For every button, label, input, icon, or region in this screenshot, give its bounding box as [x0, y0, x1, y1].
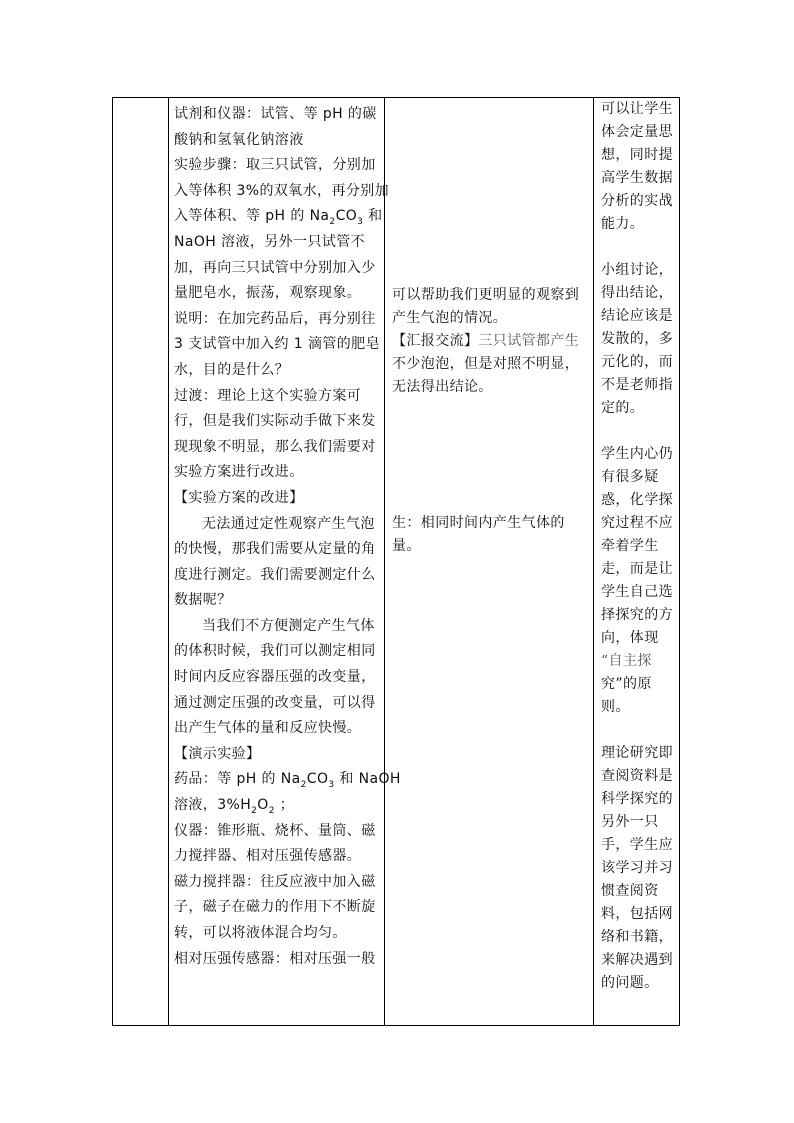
text-line: 加，再向三只试管中分别加入少	[174, 259, 376, 276]
text-line: 得出结论，	[601, 285, 673, 301]
student-answer-cell	[388, 512, 593, 558]
section-heading: 【演示实验】	[174, 745, 261, 762]
text-line: 牵着学生	[601, 538, 659, 554]
text-line: 酸钠和氢氧化钠溶液	[174, 131, 304, 148]
text-line: 3 支试管中加入约 1 滴管的肥皂	[174, 336, 380, 353]
text-line: 入等体积、等 pH 的 $Na_2CO_3$ 和	[174, 208, 383, 228]
text-line: 无法通过定性观察产生气泡	[202, 515, 375, 532]
design-intent-cell	[597, 98, 677, 995]
column-divider	[168, 98, 169, 1025]
text-line: 溶液，$3\%H_2O_2$ ；	[174, 797, 295, 816]
text-line: 来解决遇到	[601, 952, 673, 968]
text-line: 发散的，多	[601, 331, 673, 347]
text-line: 实验方案进行改进。	[174, 464, 304, 481]
text-line: 相对压强传感器：相对压强一般	[174, 950, 376, 967]
text-line: 向，体现	[601, 630, 659, 646]
text-line: 学生自己选	[601, 584, 673, 600]
text-line: 入等体积 3%的双氧水，再分别加	[174, 182, 390, 199]
text-line: 手，学生应	[601, 837, 673, 853]
text-line: 走，而是让	[601, 561, 673, 577]
text-line: NaOH 溶液，另外一只试管不	[174, 233, 366, 250]
text-line: 可以帮助我们更明显的观察到	[392, 287, 580, 303]
text-line: 【汇报交流】三只试管都产生	[392, 333, 580, 349]
text-line: 产生气泡的情况。	[392, 310, 508, 326]
text-line: 行，但是我们实际动手做下来发	[174, 413, 376, 430]
text-line: 料，包括网	[601, 906, 673, 922]
text-line: 的体积时候，我们可以测定相同	[174, 643, 376, 660]
text-line: 高学生数据	[601, 170, 673, 186]
text-line: 通过测定压强的改变量，可以得	[174, 694, 376, 711]
text-line: 另外一只	[601, 814, 659, 830]
text-line: 择探究的方	[601, 607, 673, 623]
text-line: 的问题。	[601, 975, 659, 991]
lesson-table	[112, 97, 680, 1026]
text-line: 分析的实战	[601, 193, 673, 209]
text-line: 体会定量思	[601, 124, 673, 140]
text-line: 仪器：锥形瓶、烧杯、量筒、磁	[174, 822, 376, 839]
text-line: 度进行测定。我们需要测定什么	[174, 566, 376, 583]
text-line: 无法得出结论。	[392, 379, 493, 395]
text-line: 现现象不明显，那么我们需要对	[174, 438, 376, 455]
text-line: 时间内反应容器压强的改变量，	[174, 669, 376, 686]
text-line: 量肥皂水，振荡，观察现象。	[174, 285, 362, 302]
text-line: 定的。	[601, 400, 645, 416]
text-line: 络和书籍，	[601, 929, 673, 945]
text-line: 生：相同时间内产生气体的	[392, 515, 565, 531]
teacher-activity-cell	[170, 98, 401, 972]
text-line: 子，磁子在磁力的作用下不断旋	[174, 899, 376, 916]
column-divider	[593, 98, 594, 1025]
column-divider	[384, 98, 385, 1025]
text-line: 该学习并习	[601, 860, 673, 876]
text-line: 过渡：理论上这个实验方案可	[174, 387, 362, 404]
text-line: “自主探	[601, 653, 652, 669]
text-line: 转，可以将液体混合均匀。	[174, 925, 347, 941]
text-line: 惯查阅资	[601, 883, 659, 899]
text-line: 有很多疑	[601, 469, 659, 485]
text-line: 究过程不应	[601, 515, 673, 531]
text-line: 量。	[392, 538, 421, 554]
text-line: 则。	[601, 699, 630, 715]
text-line: 说明：在加完药品后，再分别往	[174, 310, 376, 327]
text-line: 药品：等 pH 的 $Na_2CO_3$ 和 NaOH	[174, 771, 401, 791]
student-activity-cell	[388, 284, 593, 399]
text-line: 磁力搅拌器：往反应液中加入磁	[174, 873, 376, 890]
text-line: 水，目的是什么？	[174, 361, 290, 378]
text-line: 不是老师指	[601, 377, 673, 393]
text-line: 当我们不方便测定产生气体	[202, 617, 375, 634]
text-line: 科学探究的	[601, 791, 673, 807]
text-line: 查阅资料是	[601, 768, 673, 784]
text-line: 学生内心仍	[601, 446, 673, 462]
text-line: 元化的，而	[601, 354, 673, 370]
section-heading: 【实验方案的改进】	[174, 489, 304, 506]
text-line: 力搅拌器、相对压强传感器。	[174, 848, 362, 865]
text-line: 结论应该是	[601, 308, 673, 324]
text-line: 实验步骤：取三只试管，分别加	[174, 157, 376, 174]
text-line: 不少泡泡，但是对照不明显，	[392, 356, 580, 372]
text-line: 出产生气体的量和反应快慢。	[174, 720, 362, 737]
text-line: 可以让学生	[601, 101, 673, 117]
text-line: 小组讨论，	[601, 262, 673, 278]
text-line: 数据呢？	[174, 592, 232, 609]
text-line: 想，同时提	[601, 147, 673, 163]
text-line: 理论研究即	[601, 745, 673, 761]
text-line: 试剂和仪器：试管、等 pH 的碳	[174, 106, 377, 122]
text-line: 的快慢，那我们需要从定量的角	[174, 541, 376, 558]
text-line: 能力。	[601, 216, 645, 232]
text-line: 惑，化学探	[601, 492, 673, 508]
text-line: 究”的原	[601, 676, 652, 692]
